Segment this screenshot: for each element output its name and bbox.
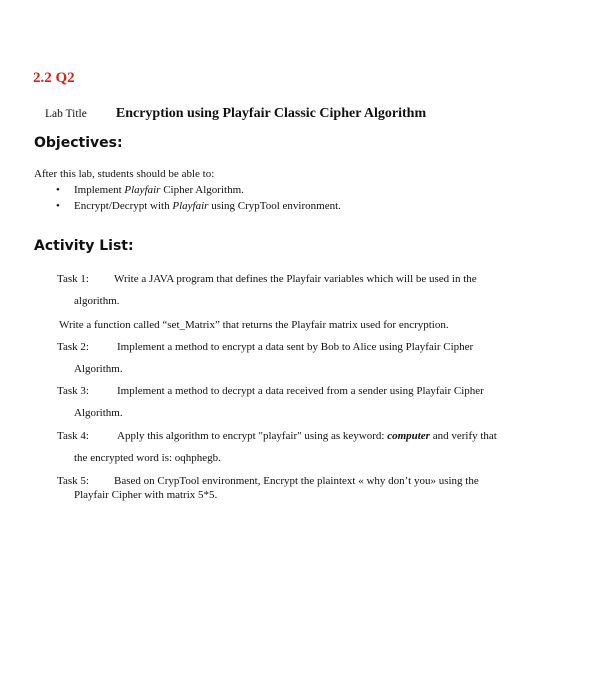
task-note: Write a function called “set_Matrix” that returns the Playfair matrix used for encryption. — [59, 319, 449, 331]
activity-heading: Activity List: — [34, 238, 134, 254]
task-4-cont: the encrypted word is: oqhphegb. — [74, 452, 221, 464]
task-2-cont: Algorithm. — [74, 363, 123, 375]
task-label: Task 3: — [57, 385, 89, 397]
task-label: Task 2: — [57, 341, 89, 353]
lab-title: Encryption using Playfair Classic Cipher Algorithm — [115, 106, 427, 121]
objectives-intro: After this lab, students should be able to: — [34, 168, 215, 180]
list-item — [54, 182, 341, 198]
list-item — [54, 198, 341, 214]
objectives-heading: Objectives: — [34, 135, 123, 151]
objective-text: Cipher Algorithm. — [160, 184, 244, 196]
task-text: Based on CrypTool environment, Encrypt the plaintext « why don’t you» using the — [114, 475, 479, 487]
task-text: Implement a method to encrypt a data sent by Bob to Alice using Playfair Cipher — [117, 341, 474, 353]
objective-text: Encrypt/Decrypt with — [74, 200, 173, 212]
lab-title-row — [45, 106, 426, 122]
task-2 — [57, 336, 577, 358]
objective-text: using CrypTool environment. — [208, 200, 341, 212]
task-text: Write a JAVA program that defines the Playfair variables which will be used in the — [114, 273, 477, 285]
objective-text: Implement — [74, 184, 125, 196]
lab-title-label: Lab Title — [45, 108, 87, 120]
task-1-cont: algorithm. — [74, 295, 120, 307]
section-title: 2.2 Q2 — [33, 70, 75, 86]
task-text: Apply this algorithm to encrypt "playfair" using as keyword: — [117, 430, 388, 442]
task-3 — [57, 380, 577, 402]
task-text: and verify that — [429, 430, 497, 442]
task-5-cont: Playfair Cipher with matrix 5*5. — [74, 489, 218, 501]
bullet-icon: • — [56, 184, 60, 196]
task-4 — [57, 425, 587, 447]
objective-emphasis: Playfair — [124, 184, 161, 196]
task-3-cont: Algorithm. — [74, 407, 123, 419]
objective-emphasis: Playfair — [172, 200, 209, 212]
objectives-list — [54, 182, 341, 214]
task-1 — [57, 268, 577, 290]
bullet-icon: • — [56, 200, 60, 212]
task-text: Implement a method to decrypt a data received from a sender using Playfair Cipher — [117, 385, 484, 397]
task-label: Task 4: — [57, 430, 89, 442]
task-label: Task 1: — [57, 273, 89, 285]
task-keyword: computer — [387, 430, 430, 442]
task-label: Task 5: — [57, 475, 89, 487]
